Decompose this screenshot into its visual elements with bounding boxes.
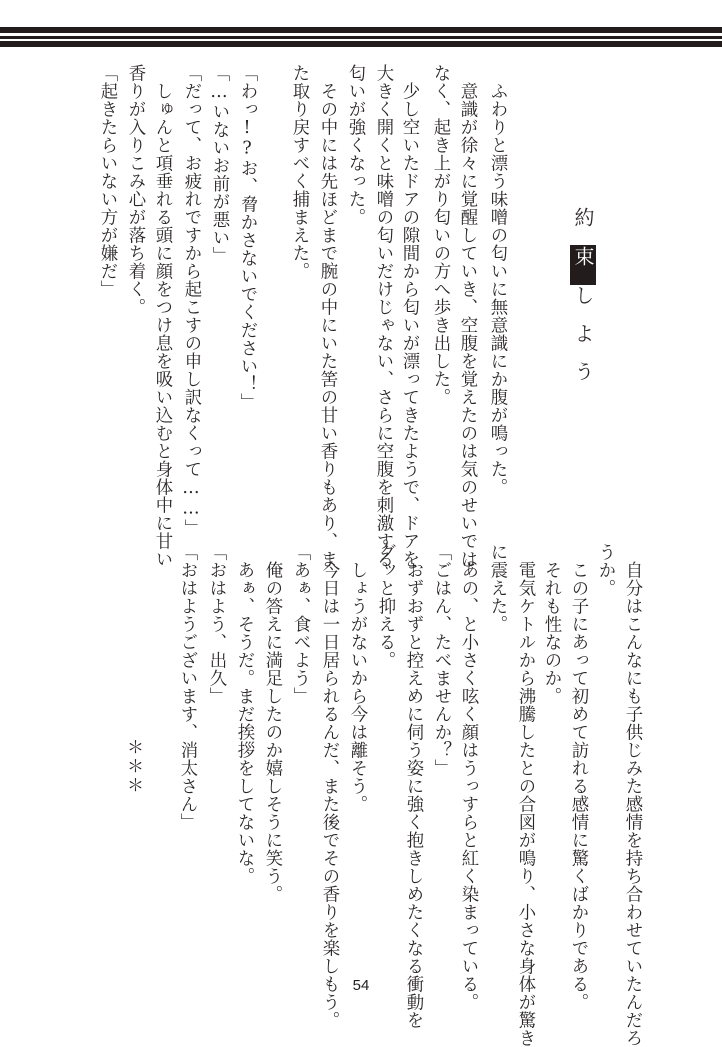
text-line: しゅんと項垂れる頭に顔をつけ息を吸い込むと身体中に甘い	[152, 64, 172, 568]
text-line: 「…いないお前が悪い」	[209, 64, 229, 265]
text-line: 「起きたらいない方が嫌だ」	[97, 64, 117, 298]
text-line: しょうがないから今は離そう。	[347, 543, 367, 813]
text-line: 「おはようございます、消太さん」	[177, 543, 197, 831]
page-number: 54	[352, 977, 370, 994]
text-line: その中には先ほどまで腕の中にいた筈の甘い香りもあり、ま	[317, 64, 337, 568]
text-line: ふわりと漂う味噌の匂いに無意識にか腹が鳴った。	[487, 64, 507, 496]
text-line: 意識が徐々に覚醒していき、空腹を覚えたのは気のせいでは	[457, 64, 477, 568]
text-line: 今日は一日居られるんだ、また後でその香りを楽しもう。	[319, 543, 339, 1029]
header-rule-thick-top	[0, 27, 722, 33]
text-line: あぁ、そうだ。まだ挨拶をしてないな。	[234, 543, 254, 885]
title-char: し	[571, 285, 595, 323]
title-char: よ	[571, 323, 595, 361]
text-line: 電気ケトルから沸騰したとの合図が鳴り、小さな身体が驚き	[515, 543, 535, 1047]
text-line: うか。	[595, 543, 615, 597]
text-line: 俺の答えに満足したのか嬉しそうに笑う。	[262, 543, 282, 903]
text-line: 匂いが強くなった。	[345, 64, 365, 226]
header-rule-thin	[0, 36, 722, 39]
text-line: 香りが入りこみ心が落ち着く。	[125, 64, 145, 316]
text-line: た取り戻すべく捕まえた。	[289, 64, 309, 280]
text-line: 大きく開くと味噌の匂いだけじゃない、さらに空腹を刺激する	[373, 64, 393, 568]
chapter-title	[571, 207, 595, 399]
text-line: おずおずと控えめに伺う姿に強く抱きしめたくなる衝動を	[403, 543, 423, 1029]
scene-break-asterisks: ＊＊＊	[123, 738, 143, 795]
text-line: 「あぁ、食べよう」	[290, 543, 310, 705]
text-line: あの、と小さく呟く顔はうっすらと紅く染まっている。	[458, 543, 478, 1011]
text-line: 自分はこんなにも子供じみた感情を持ち合わせていたんだろ	[622, 543, 642, 1047]
text-line: 「わっ!?お、脅かさないでください！」	[237, 64, 257, 412]
text-line: に震えた。	[487, 543, 507, 633]
title-char-highlighted: 束	[571, 246, 595, 284]
text-line: それも性なのか。	[541, 543, 561, 705]
text-line: なく、起き上がり匂いの方へ歩き出した。	[430, 64, 450, 406]
text-line: この子にあって初めて訪れる感情に驚くばかりである。	[568, 543, 588, 1011]
header-rule-thick-bottom	[0, 41, 722, 47]
title-char: 約	[571, 207, 595, 245]
text-line: 少し空いたドアの隙間から匂いが漂ってきたようで、ドアを	[399, 64, 419, 568]
text-line: グッと抑える。	[375, 543, 395, 669]
text-line: 「おはよう、出久」	[206, 543, 226, 705]
text-line: 「だって、お疲れですから起こすの申し訳なくって……」	[181, 64, 201, 538]
title-char: う	[571, 361, 595, 399]
text-line: 「ごはん、たべませんか？」	[431, 543, 451, 777]
